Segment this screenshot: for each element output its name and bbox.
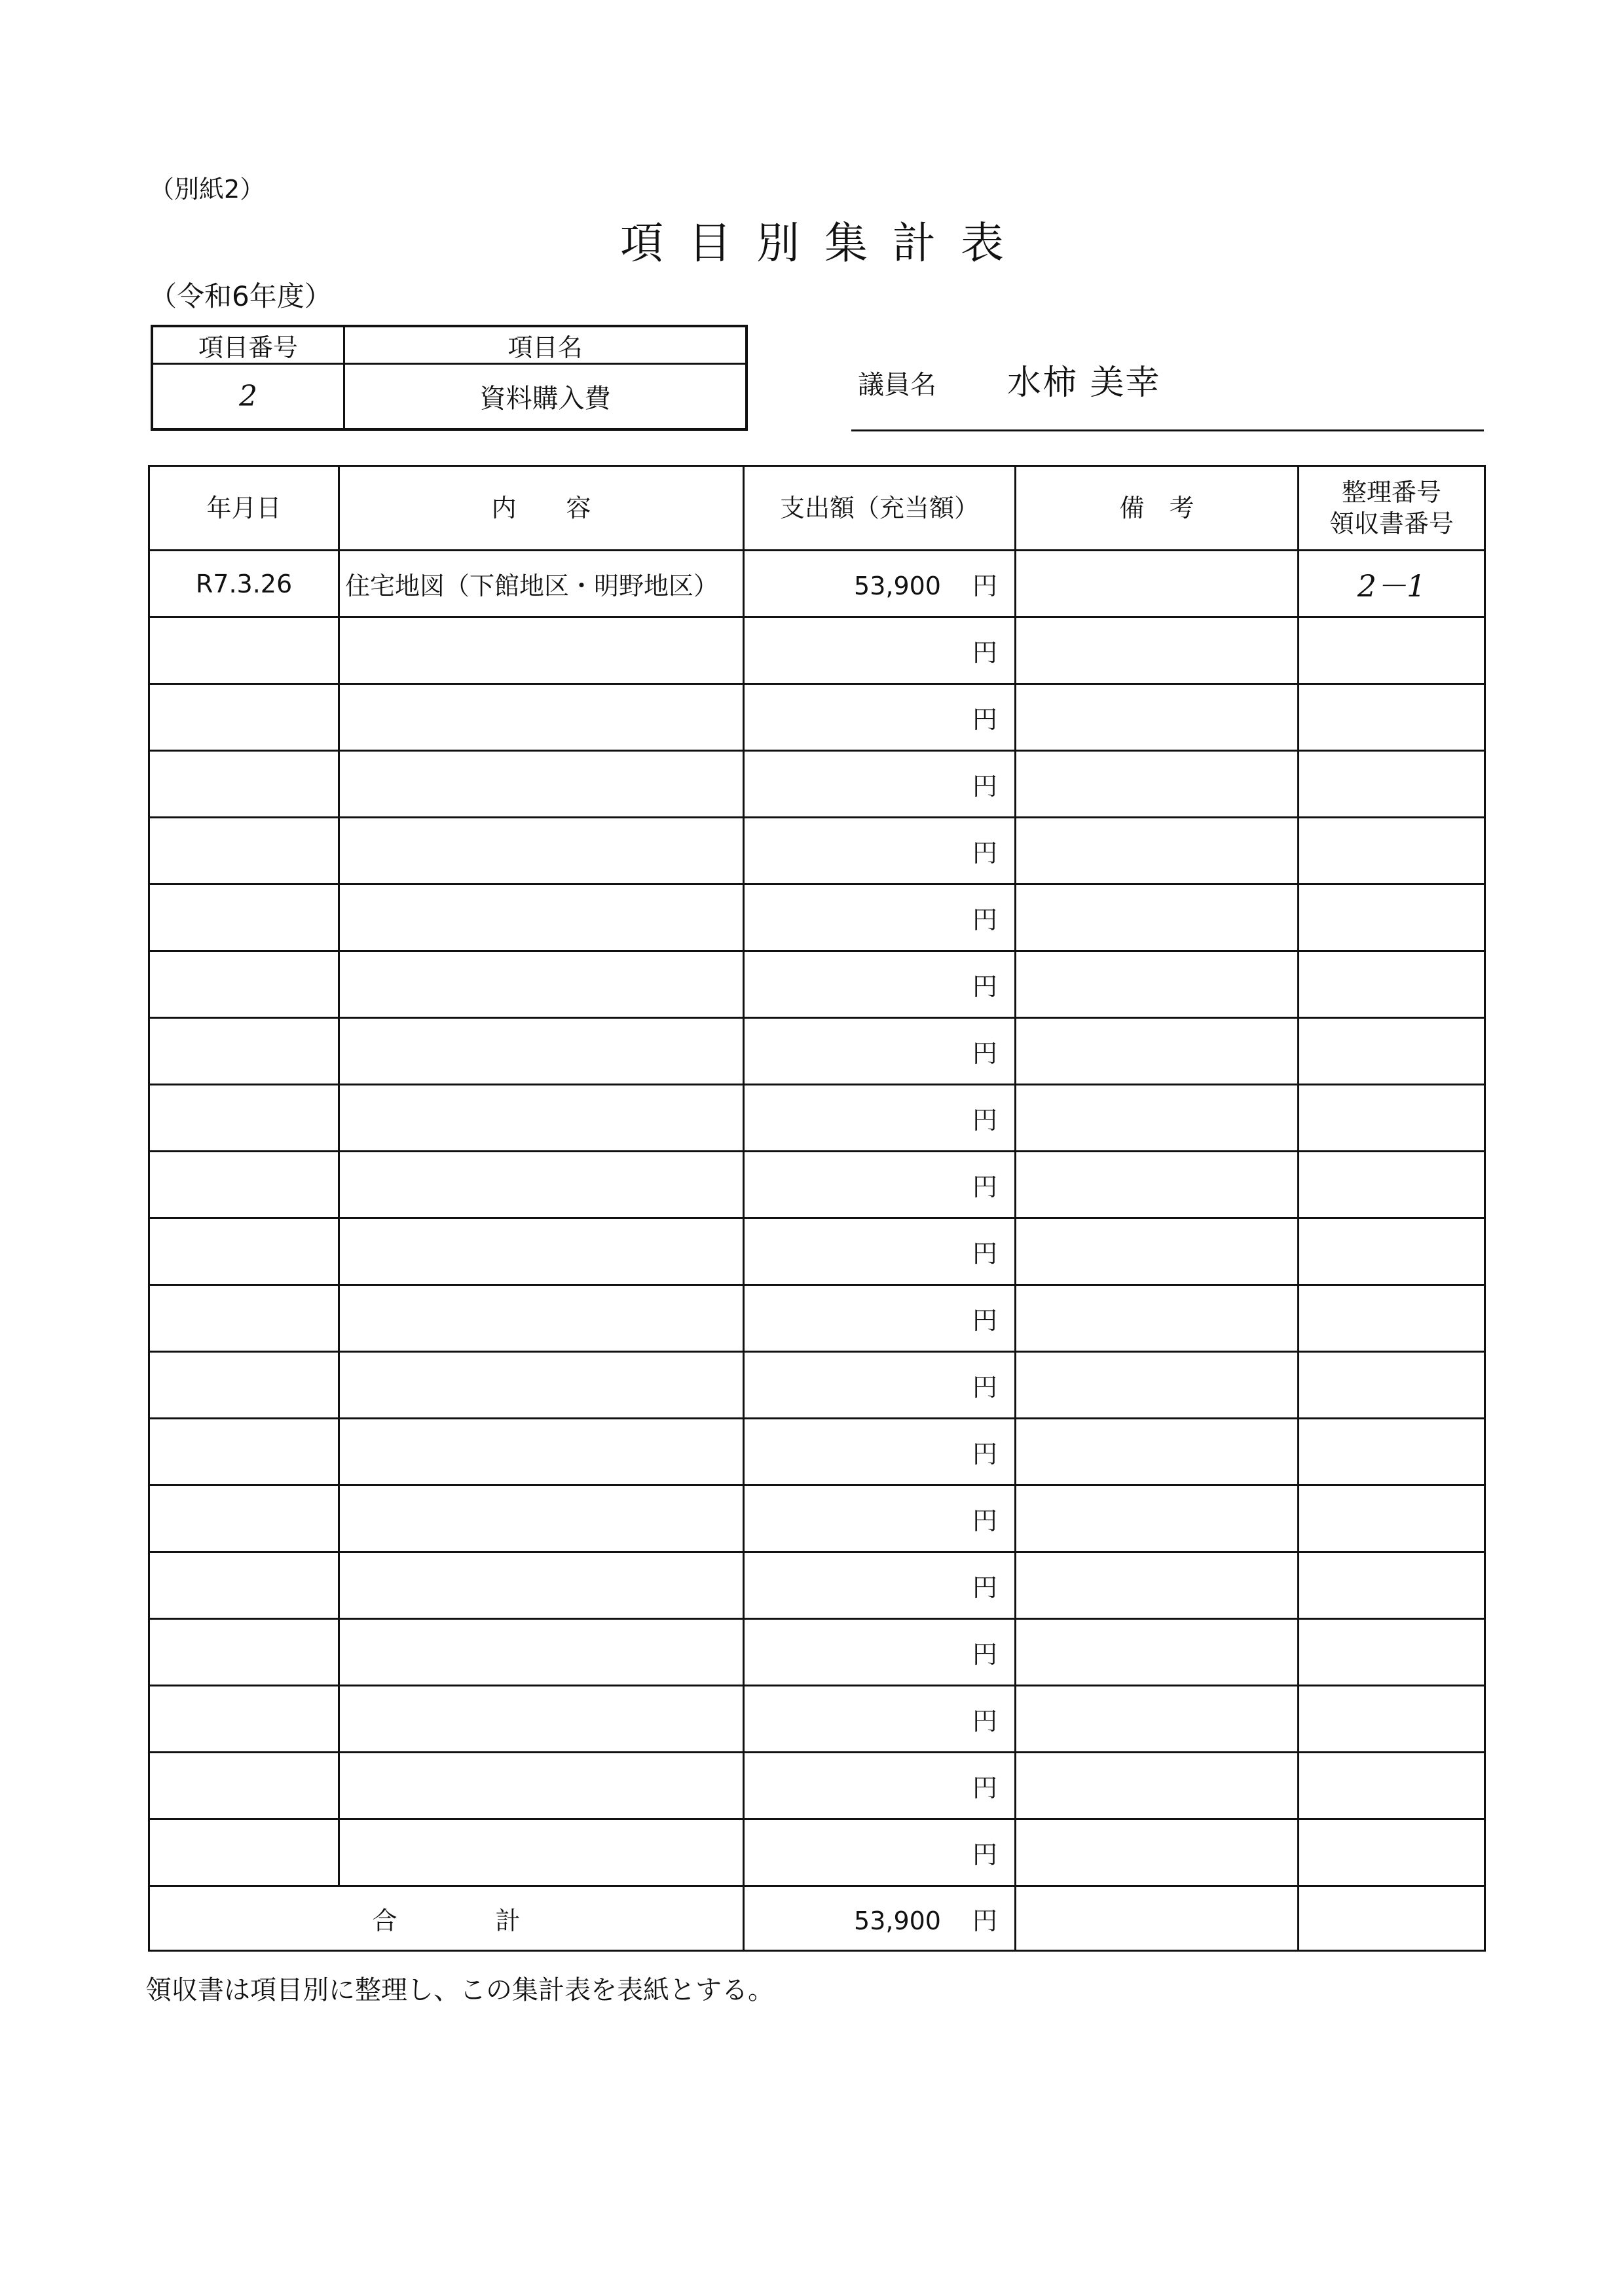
table-row bbox=[149, 1152, 1485, 1218]
currency-unit: 円 bbox=[972, 1707, 997, 1736]
row-ref bbox=[1299, 1485, 1485, 1552]
row-ref bbox=[1299, 1419, 1485, 1485]
row-amount-cell bbox=[744, 1285, 1016, 1352]
row-remarks bbox=[1016, 617, 1299, 684]
currency-unit: 円 bbox=[972, 839, 997, 867]
header-amount: 支出額（充当額） bbox=[744, 466, 1016, 551]
row-ref: 2－1 bbox=[1299, 551, 1485, 617]
table-row bbox=[149, 1018, 1485, 1085]
table-header-row bbox=[149, 466, 1485, 551]
row-remarks bbox=[1016, 951, 1299, 1018]
row-content: 住宅地図（下館地区・明野地区） bbox=[339, 551, 744, 617]
row-content bbox=[339, 1152, 744, 1218]
table-row bbox=[149, 1419, 1485, 1485]
row-date bbox=[149, 1485, 339, 1552]
row-amount-cell bbox=[744, 951, 1016, 1018]
row-date bbox=[149, 1018, 339, 1085]
row-amount-cell bbox=[744, 1686, 1016, 1753]
row-amount-cell bbox=[744, 1819, 1016, 1886]
total-remarks bbox=[1016, 1886, 1299, 1951]
row-content bbox=[339, 818, 744, 884]
row-date bbox=[149, 1419, 339, 1485]
row-date bbox=[149, 1218, 339, 1285]
currency-unit: 円 bbox=[972, 705, 997, 734]
table-row bbox=[149, 1285, 1485, 1352]
row-ref bbox=[1299, 1686, 1485, 1753]
row-content bbox=[339, 884, 744, 951]
row-ref bbox=[1299, 1552, 1485, 1619]
row-amount-cell bbox=[744, 1085, 1016, 1152]
row-remarks bbox=[1016, 1619, 1299, 1686]
currency-unit: 円 bbox=[972, 1840, 997, 1869]
annex-label: （別紙2） bbox=[149, 175, 265, 204]
row-content bbox=[339, 751, 744, 818]
row-remarks bbox=[1016, 1419, 1299, 1485]
row-amount-cell bbox=[744, 1218, 1016, 1285]
row-ref bbox=[1299, 1819, 1485, 1886]
member-underline bbox=[851, 429, 1484, 431]
row-remarks bbox=[1016, 818, 1299, 884]
item-name-label: 項目名 bbox=[507, 333, 583, 362]
row-content bbox=[339, 1686, 744, 1753]
table-row bbox=[149, 1218, 1485, 1285]
row-content bbox=[339, 951, 744, 1018]
table-row bbox=[149, 1552, 1485, 1619]
row-remarks bbox=[1016, 1819, 1299, 1886]
row-amount-cell bbox=[744, 1552, 1016, 1619]
currency-unit: 円 bbox=[972, 1506, 997, 1535]
row-ref bbox=[1299, 1352, 1485, 1419]
row-content bbox=[339, 617, 744, 684]
table-row bbox=[149, 551, 1485, 617]
table-row bbox=[149, 1619, 1485, 1686]
currency-unit: 円 bbox=[972, 1774, 997, 1802]
header-date: 年月日 bbox=[149, 466, 339, 551]
row-date bbox=[149, 1686, 339, 1753]
row-amount-cell bbox=[744, 818, 1016, 884]
item-number-value: 2 bbox=[239, 380, 257, 413]
row-content bbox=[339, 1552, 744, 1619]
currency-unit: 円 bbox=[972, 1239, 997, 1268]
table-row bbox=[149, 684, 1485, 751]
row-remarks bbox=[1016, 1085, 1299, 1152]
row-content bbox=[339, 1018, 744, 1085]
header-ref-line2: 領収書番号 bbox=[1329, 509, 1454, 538]
row-content bbox=[339, 1819, 744, 1886]
row-date bbox=[149, 1085, 339, 1152]
row-amount: 53,900 bbox=[854, 572, 941, 600]
row-remarks bbox=[1016, 1552, 1299, 1619]
row-ref bbox=[1299, 1152, 1485, 1218]
table-row bbox=[149, 751, 1485, 818]
row-amount-cell bbox=[744, 1619, 1016, 1686]
total-amount-cell bbox=[744, 1886, 1016, 1951]
row-remarks bbox=[1016, 1485, 1299, 1552]
table-row bbox=[149, 617, 1485, 684]
item-name-value: 資料購入費 bbox=[479, 384, 611, 414]
row-amount-cell bbox=[744, 884, 1016, 951]
row-amount-cell bbox=[744, 1018, 1016, 1085]
total-ref bbox=[1299, 1886, 1485, 1951]
currency-unit: 円 bbox=[972, 1373, 997, 1402]
member-label: 議員名 bbox=[858, 370, 936, 400]
table-row bbox=[149, 1085, 1485, 1152]
row-remarks bbox=[1016, 1753, 1299, 1819]
table-row bbox=[149, 1819, 1485, 1886]
item-number-label: 項目番号 bbox=[198, 333, 298, 362]
row-content bbox=[339, 1218, 744, 1285]
currency-unit: 円 bbox=[972, 1906, 997, 1935]
row-date bbox=[149, 818, 339, 884]
row-amount-cell bbox=[744, 1152, 1016, 1218]
row-ref bbox=[1299, 684, 1485, 751]
row-remarks bbox=[1016, 884, 1299, 951]
row-date bbox=[149, 1753, 339, 1819]
total-label: 合計 bbox=[149, 1886, 744, 1951]
row-content bbox=[339, 1285, 744, 1352]
row-ref bbox=[1299, 751, 1485, 818]
table-row bbox=[149, 1753, 1485, 1819]
row-date bbox=[149, 1819, 339, 1886]
row-date bbox=[149, 617, 339, 684]
currency-unit: 円 bbox=[972, 1640, 997, 1669]
currency-unit: 円 bbox=[972, 972, 997, 1001]
row-amount-cell bbox=[744, 551, 1016, 617]
header-ref-line1: 整理番号 bbox=[1341, 478, 1441, 507]
row-date bbox=[149, 1352, 339, 1419]
table-row bbox=[149, 884, 1485, 951]
row-date bbox=[149, 684, 339, 751]
row-amount-cell bbox=[744, 751, 1016, 818]
currency-unit: 円 bbox=[972, 905, 997, 934]
row-content bbox=[339, 684, 744, 751]
row-ref bbox=[1299, 1218, 1485, 1285]
currency-unit: 円 bbox=[972, 1106, 997, 1135]
row-remarks bbox=[1016, 1686, 1299, 1753]
row-ref bbox=[1299, 1619, 1485, 1686]
currency-unit: 円 bbox=[972, 1306, 997, 1335]
row-date bbox=[149, 951, 339, 1018]
row-content bbox=[339, 1352, 744, 1419]
row-amount-cell bbox=[744, 1485, 1016, 1552]
row-remarks bbox=[1016, 551, 1299, 617]
row-remarks bbox=[1016, 684, 1299, 751]
table-row bbox=[149, 1352, 1485, 1419]
item-box bbox=[151, 325, 748, 431]
currency-unit: 円 bbox=[972, 1039, 997, 1068]
row-ref bbox=[1299, 818, 1485, 884]
row-remarks bbox=[1016, 1285, 1299, 1352]
currency-unit: 円 bbox=[972, 1573, 997, 1602]
row-ref bbox=[1299, 1085, 1485, 1152]
currency-unit: 円 bbox=[972, 638, 997, 667]
currency-unit: 円 bbox=[972, 1440, 997, 1468]
fiscal-year: （令和6年度） bbox=[149, 280, 332, 312]
row-ref bbox=[1299, 884, 1485, 951]
row-ref bbox=[1299, 951, 1485, 1018]
table-row bbox=[149, 951, 1485, 1018]
row-amount-cell bbox=[744, 1419, 1016, 1485]
footer-note: 領収書は項目別に整理し、この集計表を表紙とする。 bbox=[145, 1975, 774, 2005]
row-date bbox=[149, 884, 339, 951]
row-date bbox=[149, 751, 339, 818]
row-amount-cell bbox=[744, 1352, 1016, 1419]
currency-unit: 円 bbox=[972, 772, 997, 801]
row-amount-cell bbox=[744, 617, 1016, 684]
row-remarks bbox=[1016, 1018, 1299, 1085]
table-row bbox=[149, 1686, 1485, 1753]
row-remarks bbox=[1016, 1218, 1299, 1285]
currency-unit: 円 bbox=[972, 572, 997, 600]
table-row bbox=[149, 818, 1485, 884]
row-content bbox=[339, 1085, 744, 1152]
currency-unit: 円 bbox=[972, 1173, 997, 1201]
header-content: 内 容 bbox=[339, 466, 744, 551]
row-remarks bbox=[1016, 1352, 1299, 1419]
header-remarks: 備 考 bbox=[1016, 466, 1299, 551]
row-amount-cell bbox=[744, 1753, 1016, 1819]
row-ref bbox=[1299, 1018, 1485, 1085]
table-row bbox=[149, 1485, 1485, 1552]
row-date bbox=[149, 1552, 339, 1619]
row-ref bbox=[1299, 1753, 1485, 1819]
row-ref bbox=[1299, 617, 1485, 684]
member-name: 水柿 美幸 bbox=[1007, 363, 1161, 403]
row-content bbox=[339, 1619, 744, 1686]
header-ref bbox=[1299, 466, 1485, 551]
row-remarks bbox=[1016, 1152, 1299, 1218]
row-content bbox=[339, 1485, 744, 1552]
row-date bbox=[149, 1619, 339, 1686]
row-date bbox=[149, 1152, 339, 1218]
expense-table bbox=[148, 465, 1486, 1952]
total-row bbox=[149, 1886, 1485, 1951]
total-amount: 53,900 bbox=[854, 1906, 941, 1935]
row-content bbox=[339, 1419, 744, 1485]
row-amount-cell bbox=[744, 684, 1016, 751]
page-title: 項目別集計表 bbox=[620, 218, 1029, 268]
row-date bbox=[149, 1285, 339, 1352]
row-date: R7.3.26 bbox=[149, 551, 339, 617]
row-ref bbox=[1299, 1285, 1485, 1352]
row-content bbox=[339, 1753, 744, 1819]
row-remarks bbox=[1016, 751, 1299, 818]
